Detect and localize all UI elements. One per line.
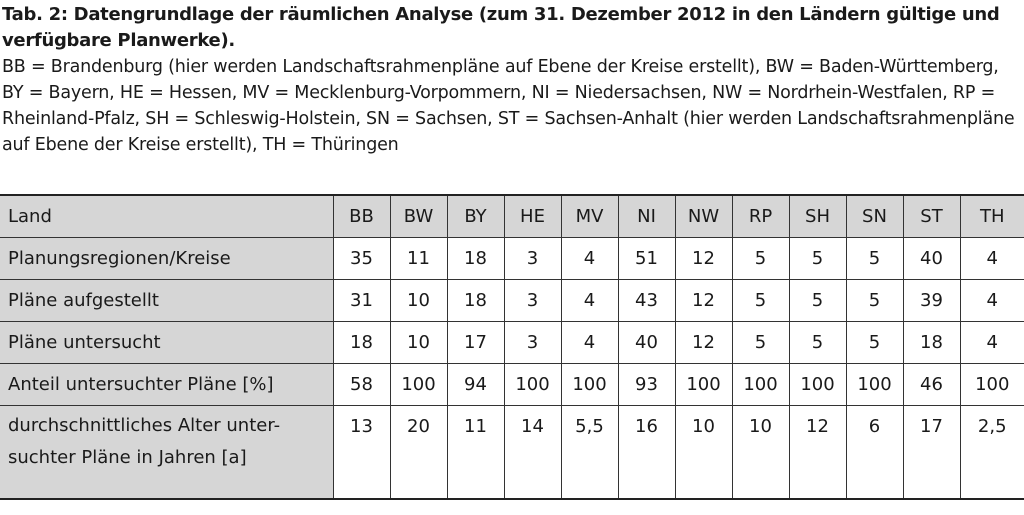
table-cell: 100 xyxy=(390,364,447,406)
table-cell: 18 xyxy=(447,238,504,280)
column-header: SH xyxy=(789,195,846,238)
table-cell: 20 xyxy=(390,406,447,500)
table-cell: 100 xyxy=(561,364,618,406)
table-cell: 46 xyxy=(903,364,960,406)
row-label xyxy=(0,406,333,500)
table-cell: 100 xyxy=(960,364,1024,406)
data-table xyxy=(0,194,1024,500)
table-cell: 10 xyxy=(390,322,447,364)
table-cell: 43 xyxy=(618,280,675,322)
table-cell: 4 xyxy=(960,238,1024,280)
table-cell: 5 xyxy=(846,280,903,322)
table-cell: 5 xyxy=(789,322,846,364)
table-cell: 17 xyxy=(447,322,504,364)
table-cell: 14 xyxy=(504,406,561,500)
column-header: TH xyxy=(960,195,1024,238)
table-cell: 40 xyxy=(618,322,675,364)
table-cell: 5 xyxy=(732,280,789,322)
table-cell: 100 xyxy=(789,364,846,406)
table-cell: 5 xyxy=(732,238,789,280)
table-cell: 5,5 xyxy=(561,406,618,500)
table-cell: 18 xyxy=(447,280,504,322)
table-cell: 12 xyxy=(675,280,732,322)
table-cell: 5 xyxy=(846,238,903,280)
table-cell: 100 xyxy=(846,364,903,406)
table-cell: 93 xyxy=(618,364,675,406)
table-cell: 40 xyxy=(903,238,960,280)
table-cell: 4 xyxy=(561,238,618,280)
table-cell: 4 xyxy=(960,280,1024,322)
table-cell: 2,5 xyxy=(960,406,1024,500)
table-cell: 4 xyxy=(561,280,618,322)
table-cell: 58 xyxy=(333,364,390,406)
column-header: ST xyxy=(903,195,960,238)
table-cell: 11 xyxy=(447,406,504,500)
column-header: NW xyxy=(675,195,732,238)
table-cell: 5 xyxy=(789,280,846,322)
table-cell: 12 xyxy=(675,238,732,280)
table-caption xyxy=(2,2,1022,158)
table-cell: 17 xyxy=(903,406,960,500)
table-cell: 3 xyxy=(504,238,561,280)
caption-title: Tab. 2: Datengrundlage der räumlichen Analyse (zum 31. Dezember 2012 in den Ländern gültige und verfügbare Planwerke). xyxy=(2,4,1000,51)
table-cell: 35 xyxy=(333,238,390,280)
column-header: BW xyxy=(390,195,447,238)
table-header-row xyxy=(0,195,1024,238)
table-cell: 11 xyxy=(390,238,447,280)
row-label: Pläne aufgestellt xyxy=(0,280,333,322)
column-header: BY xyxy=(447,195,504,238)
column-header: NI xyxy=(618,195,675,238)
table-cell: 6 xyxy=(846,406,903,500)
table-cell: 4 xyxy=(561,322,618,364)
table-cell: 51 xyxy=(618,238,675,280)
table-cell: 13 xyxy=(333,406,390,500)
table-row xyxy=(0,280,1024,322)
table-cell: 10 xyxy=(732,406,789,500)
table-row xyxy=(0,406,1024,500)
column-header: MV xyxy=(561,195,618,238)
table-cell: 18 xyxy=(903,322,960,364)
table-cell: 12 xyxy=(675,322,732,364)
column-header: SN xyxy=(846,195,903,238)
table-cell: 10 xyxy=(675,406,732,500)
table-cell: 12 xyxy=(789,406,846,500)
table-cell: 4 xyxy=(960,322,1024,364)
table-cell: 100 xyxy=(675,364,732,406)
caption-legend: BB = Brandenburg (hier werden Landschaftsrahmenpläne auf Ebene der Kreise erstellt), BW = Baden-Württemberg, BY = Bayern, HE = Hessen, MV = Mecklenburg-Vorpommern, NI = Niedersachsen, NW = Nordrhein-Westfalen, RP = Rheinland-Pfalz, SH = Schleswig-Holstein, SN = Sachsen, ST = Sachsen-Anhalt (hier werden Landschaftsrahmenpläne auf Ebene der Kreise erstellt), TH = Thüringen xyxy=(2,57,1015,155)
row-label: Planungsregionen/Kreise xyxy=(0,238,333,280)
table-cell: 100 xyxy=(732,364,789,406)
row-label: Anteil untersuchter Pläne [%] xyxy=(0,364,333,406)
table-cell: 16 xyxy=(618,406,675,500)
table-cell: 5 xyxy=(846,322,903,364)
row-label: Pläne untersucht xyxy=(0,322,333,364)
column-header: HE xyxy=(504,195,561,238)
table-cell: 3 xyxy=(504,322,561,364)
table-cell: 5 xyxy=(789,238,846,280)
table-row xyxy=(0,238,1024,280)
table-cell: 18 xyxy=(333,322,390,364)
table-cell: 100 xyxy=(504,364,561,406)
table-cell: 31 xyxy=(333,280,390,322)
table-row xyxy=(0,364,1024,406)
table-cell: 10 xyxy=(390,280,447,322)
table-cell: 5 xyxy=(732,322,789,364)
column-header: BB xyxy=(333,195,390,238)
table-cell: 3 xyxy=(504,280,561,322)
table-cell: 39 xyxy=(903,280,960,322)
column-header: RP xyxy=(732,195,789,238)
corner-header: Land xyxy=(0,195,333,238)
row-label-line-2: suchter Pläne in Jahren [a] xyxy=(8,447,247,468)
table-cell: 94 xyxy=(447,364,504,406)
table-row xyxy=(0,322,1024,364)
row-label-line-1: durchschnittliches Alter unter- xyxy=(8,415,281,436)
